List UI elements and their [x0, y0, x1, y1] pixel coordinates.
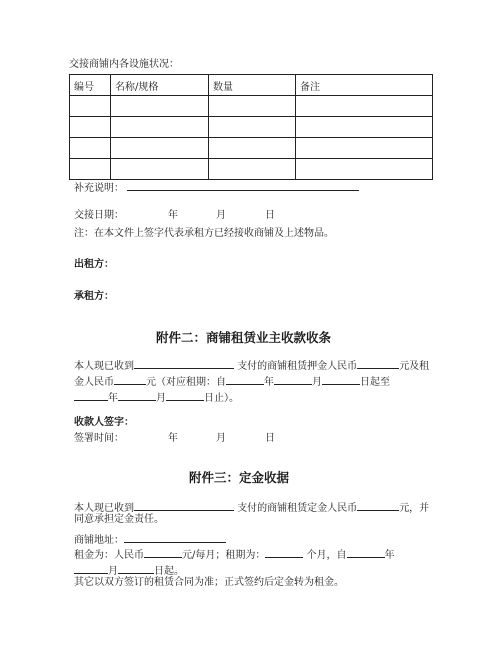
table-cell	[296, 159, 433, 180]
handover-date-year: 年	[168, 210, 178, 221]
text-segment: 年	[108, 393, 118, 404]
end-day-blank[interactable]	[166, 389, 204, 401]
appendix2-line3	[74, 389, 239, 404]
text-segment: 个月，自	[306, 550, 347, 561]
appendix3-line2: 同意承担定金责任。	[74, 514, 164, 525]
table-cell	[70, 138, 111, 159]
shop-address-line	[74, 531, 226, 546]
payer-blank[interactable]	[134, 499, 234, 511]
table-row	[70, 96, 433, 117]
shop-address-label: 商铺地址：	[74, 535, 124, 546]
column-header-quantity: 数量	[209, 75, 296, 96]
handover-date-label: 交接日期：	[74, 210, 124, 221]
text-segment: 元及租	[399, 361, 430, 372]
table-cell	[111, 96, 209, 117]
text-segment: 支付的商铺租赁定金人民币	[237, 503, 358, 514]
rent-line-2	[74, 562, 184, 577]
text-segment: 本人现已收到	[74, 503, 134, 514]
text-segment: 年	[384, 550, 395, 561]
text-segment: 日起。	[154, 566, 184, 577]
other-terms: 其它以双方签订的租赁合同为准；正式签约后定金转为租金。	[74, 577, 344, 588]
payer-blank[interactable]	[134, 357, 234, 369]
text-segment: 月	[312, 377, 322, 388]
lease-months-blank[interactable]	[265, 546, 303, 558]
table-header-row	[70, 75, 433, 96]
text-segment: 金人民币	[74, 377, 114, 388]
table-cell	[209, 159, 296, 180]
start-year-blank[interactable]	[347, 546, 385, 558]
rent-line	[74, 546, 395, 561]
handover-date-month: 月	[216, 210, 226, 221]
table-cell	[209, 96, 296, 117]
deposit-amount-blank[interactable]	[357, 357, 399, 369]
table-cell	[70, 117, 111, 138]
end-month-blank[interactable]	[118, 389, 156, 401]
sign-time-label: 签署时间：	[74, 433, 124, 444]
appendix2-line2	[74, 373, 390, 388]
table-cell	[111, 159, 209, 180]
table-cell	[111, 117, 209, 138]
start-year-blank[interactable]	[226, 373, 264, 385]
lessee-label: 承租方：	[74, 291, 114, 302]
handover-date-day: 日	[265, 210, 275, 221]
rent-amount-blank[interactable]	[114, 373, 146, 385]
table-row	[70, 117, 433, 138]
appendix2-line1	[74, 357, 429, 372]
supplement-blank[interactable]	[127, 179, 359, 191]
facilities-intro: 交接商铺内各设施状况：	[69, 59, 179, 70]
table-row	[70, 159, 433, 180]
table-cell	[296, 138, 433, 159]
payee-sign-label: 收款人签字：	[74, 417, 134, 428]
lessor-label: 出租方：	[74, 259, 114, 270]
table-cell	[70, 159, 111, 180]
appendix3-title: 附件三：定金收据	[189, 470, 290, 485]
end-year-blank[interactable]	[74, 389, 108, 401]
supplement-label: 补充说明：	[74, 183, 124, 194]
sign-time-month: 月	[216, 433, 226, 444]
start-day-blank[interactable]	[118, 562, 154, 574]
text-segment: 年	[264, 377, 274, 388]
start-day-blank[interactable]	[322, 373, 360, 385]
text-segment: 租金为：人民币	[74, 550, 144, 561]
column-header-name-spec: 名称/规格	[111, 75, 209, 96]
appendix2-title: 附件二：商铺租赁业主收款收条	[156, 330, 332, 345]
table-cell	[296, 96, 433, 117]
column-header-remarks: 备注	[296, 75, 433, 96]
text-segment: 月	[156, 393, 166, 404]
text-segment: 日起至	[360, 377, 390, 388]
text-segment: 元，并	[399, 503, 430, 514]
facilities-table	[69, 74, 433, 180]
table-cell	[111, 138, 209, 159]
text-segment: 元（对应租期：自	[146, 377, 226, 388]
table-row	[70, 138, 433, 159]
table-cell	[296, 117, 433, 138]
start-month-blank[interactable]	[74, 562, 108, 574]
text-segment: 支付的商铺租赁押金人民币	[237, 361, 358, 372]
shop-address-blank[interactable]	[124, 531, 226, 543]
text-segment: 元/每月；租期为：	[182, 550, 266, 561]
signature-note: 注：在本文件上签字代表承租方已经接收商铺及上述物品。	[74, 228, 334, 239]
supplement-line	[74, 179, 359, 194]
column-header-number: 编号	[70, 75, 111, 96]
appendix3-line1	[74, 499, 429, 514]
earnest-amount-blank[interactable]	[357, 499, 399, 511]
table-cell	[209, 117, 296, 138]
text-segment: 本人现已收到	[74, 361, 134, 372]
table-cell	[209, 138, 296, 159]
sign-time-year: 年	[168, 433, 178, 444]
start-month-blank[interactable]	[274, 373, 312, 385]
sign-time-day: 日	[265, 433, 275, 444]
monthly-rent-blank[interactable]	[144, 546, 182, 558]
text-segment: 日止）。	[204, 393, 239, 404]
table-cell	[70, 96, 111, 117]
text-segment: 月	[108, 566, 118, 577]
